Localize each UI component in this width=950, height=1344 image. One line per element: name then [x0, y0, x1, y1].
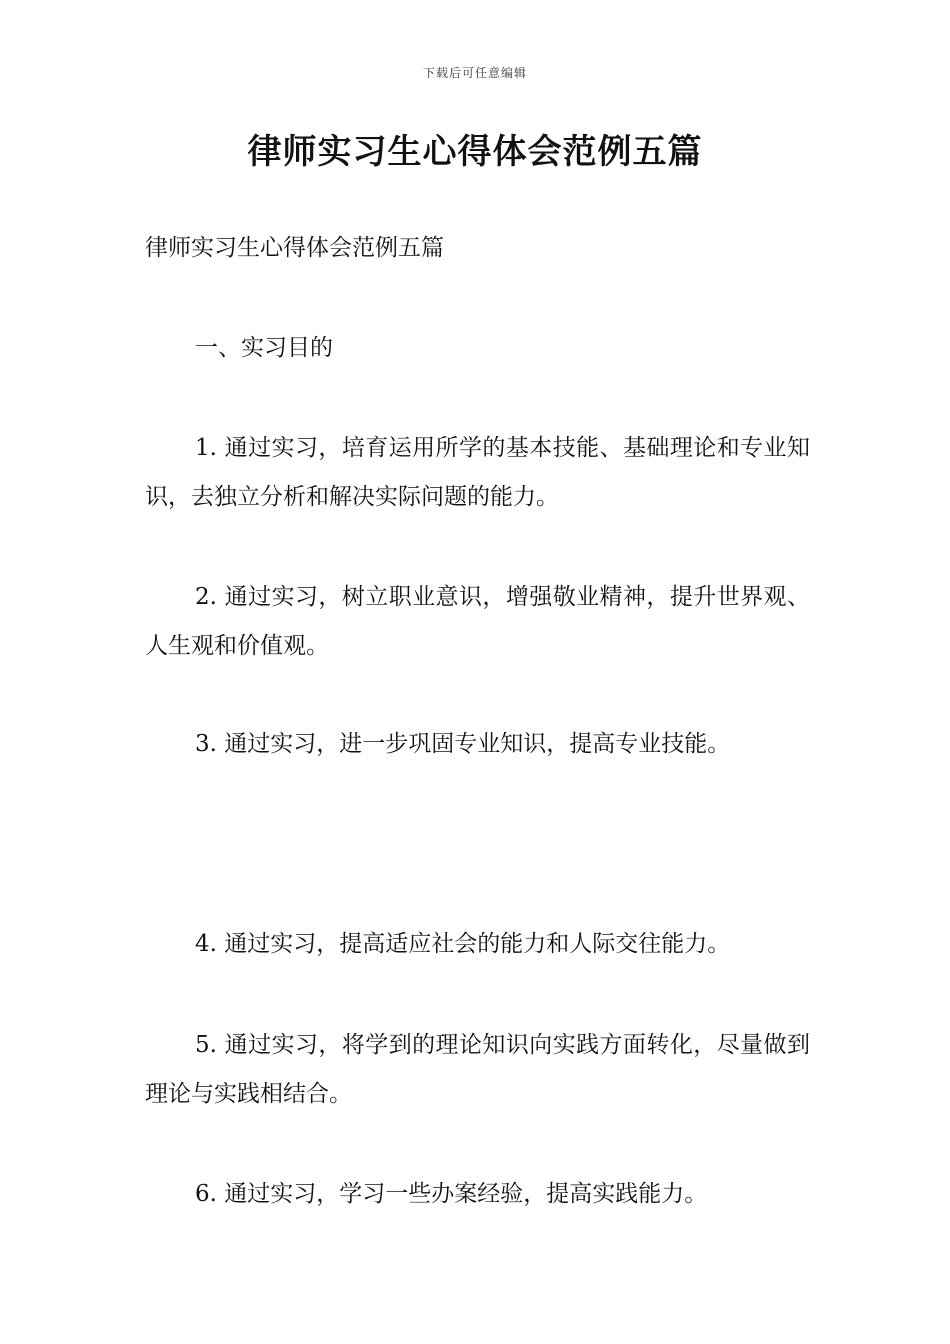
- list-item-3: 3. 通过实习，进一步巩固专业知识，提高专业技能。: [195, 731, 731, 757]
- list-item-1: 1. 通过实习，培育运用所学的基本技能、基础理论和专业知识，去独立分析和解决实际问题的能力。: [145, 435, 810, 510]
- list-item-6: 6. 通过实习，学习一些办案经验，提高实践能力。: [195, 1181, 708, 1207]
- list-item-4: 4. 通过实习，提高适应社会的能力和人际交往能力。: [195, 931, 731, 957]
- list-item-5: 5. 通过实习，将学到的理论知识向实践方面转化，尽量做到理论与实践相结合。: [145, 1032, 810, 1107]
- header-note: 下载后可任意编辑: [422, 66, 527, 80]
- section-heading: 一、实习目的: [195, 335, 333, 361]
- document-subtitle: 律师实习生心得体会范例五篇: [145, 235, 444, 261]
- list-item-2: 2. 通过实习，树立职业意识，增强敬业精神，提升世界观、人生观和价值观。: [145, 584, 810, 659]
- document-title: 律师实习生心得体会范例五篇: [247, 132, 703, 172]
